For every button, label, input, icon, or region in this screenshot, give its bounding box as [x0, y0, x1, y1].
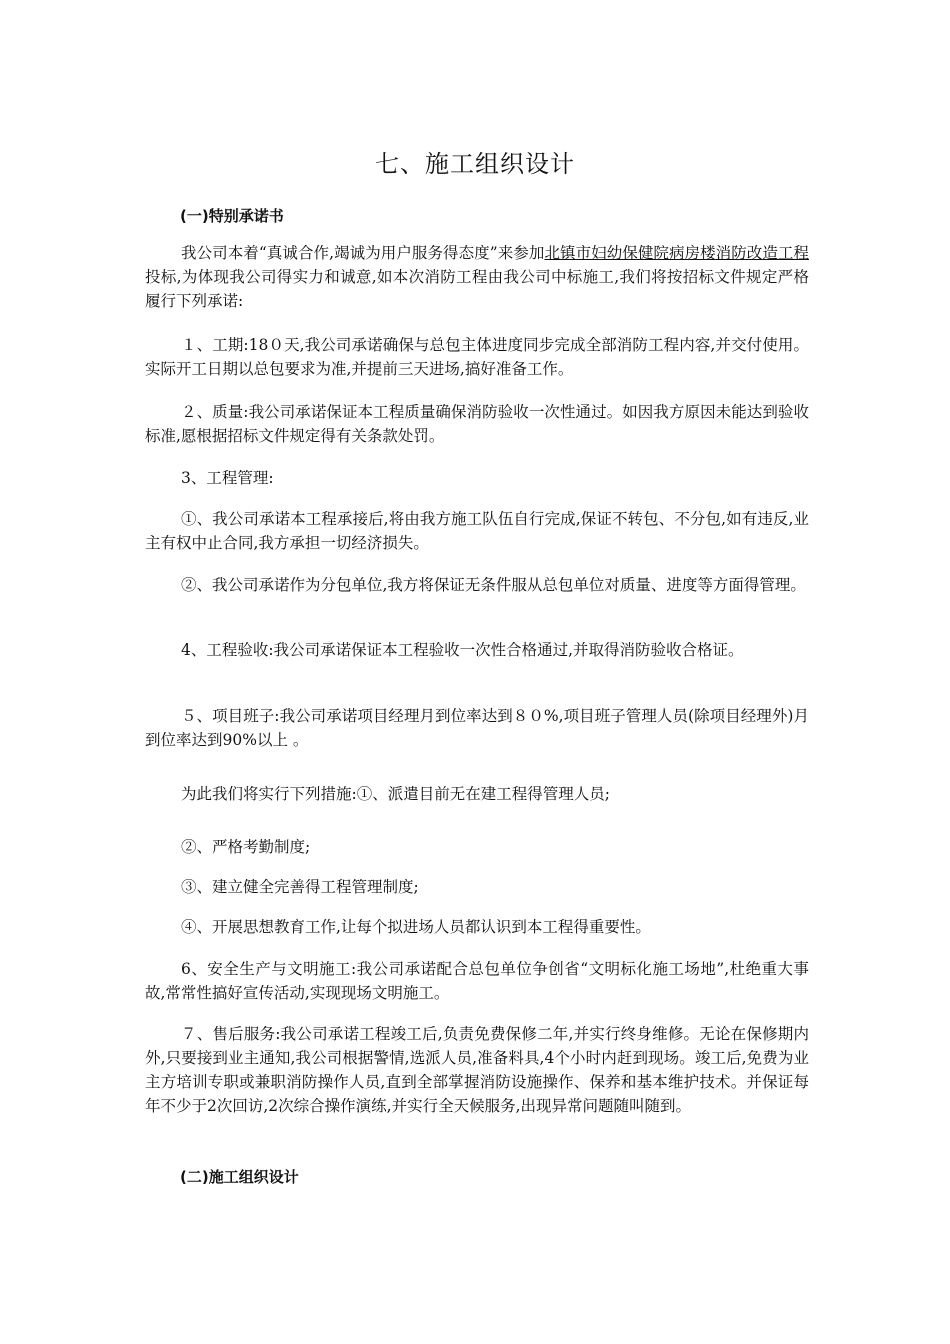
item-after-sales: ７、售后服务:我公司承诺工程竣工后,负责免费保修二年,并实行终身维修。无论在保修期内外,只要接到业主通知,我公司根据警情,选派人员,准备料具,4个小时内赶到现场。竣工后,免费为业主方培训专职或兼职消防操作人员,直到全部掌握消防设施操作、保养和基本维护技术。并保证每年不少于2次回访,2次综合操作演练,并实行全天候服务,出现异常问题随叫随到。 — [145, 1025, 809, 1115]
measure-3: ③、建立健全完善得工程管理制度; — [181, 878, 419, 896]
item-schedule: １、工期:18０天,我公司承诺确保与总包主体进度同步完成全部消防工程内容,并交付使用。实际开工日期以总包要求为准,并提前三天进场,搞好准备工作。 — [145, 336, 809, 378]
intro-paragraph — [145, 241, 809, 313]
measure-1: 为此我们将实行下列措施:①、派遣目前无在建工程得管理人员; — [181, 785, 610, 803]
item-management-1: ①、我公司承诺本工程承接后,将由我方施工队伍自行完成,保证不转包、不分包,如有违反,业主有权中止合同,我方承担一切经济损失。 — [145, 510, 809, 552]
measure-2: ②、严格考勤制度; — [181, 838, 311, 856]
item-safety: 6、安全生产与文明施工:我公司承诺配合总包单位争创省“文明标化施工场地”,杜绝重大事故,常常性搞好宣传活动,实现现场文明施工。 — [145, 960, 809, 1002]
intro-text-after: 投标,为体现我公司得实力和诚意,如本次消防工程由我公司中标施工,我们将按招标文件规定严格履行下列承诺: — [145, 268, 809, 310]
item-quality: ２、质量:我公司承诺保证本工程质量确保消防验收一次性通过。如因我方原因未能达到验收标准,愿根据招标文件规定得有关条款处罚。 — [145, 403, 809, 445]
item-management-2: ②、我公司承诺作为分包单位,我方将保证无条件服从总包单位对质量、进度等方面得管理。 — [181, 576, 806, 594]
intro-text-before: 我公司本着“真诚合作,竭诚为用户服务得态度”来参加 — [181, 244, 545, 262]
measure-4: ④、开展思想教育工作,让每个拟进场人员都认识到本工程得重要性。 — [181, 918, 651, 936]
section-heading-commitment: (一)特别承诺书 — [180, 207, 284, 225]
item-project-team: ５、项目班子:我公司承诺项目经理月到位率达到８０%,项目班子管理人员(除项目经理外)月到位率达到90%以上 。 — [145, 707, 809, 749]
project-name: 北镇市妇幼保健院病房楼消防改造工程 — [544, 244, 809, 262]
section-heading-construction: (二)施工组织设计 — [180, 1168, 299, 1186]
item-management: 3、工程管理: — [181, 469, 274, 487]
page-title: 七、施工组织设计 — [375, 150, 575, 178]
item-acceptance: 4、工程验收:我公司承诺保证本工程验收一次性合格通过,并取得消防验收合格证。 — [181, 641, 744, 659]
